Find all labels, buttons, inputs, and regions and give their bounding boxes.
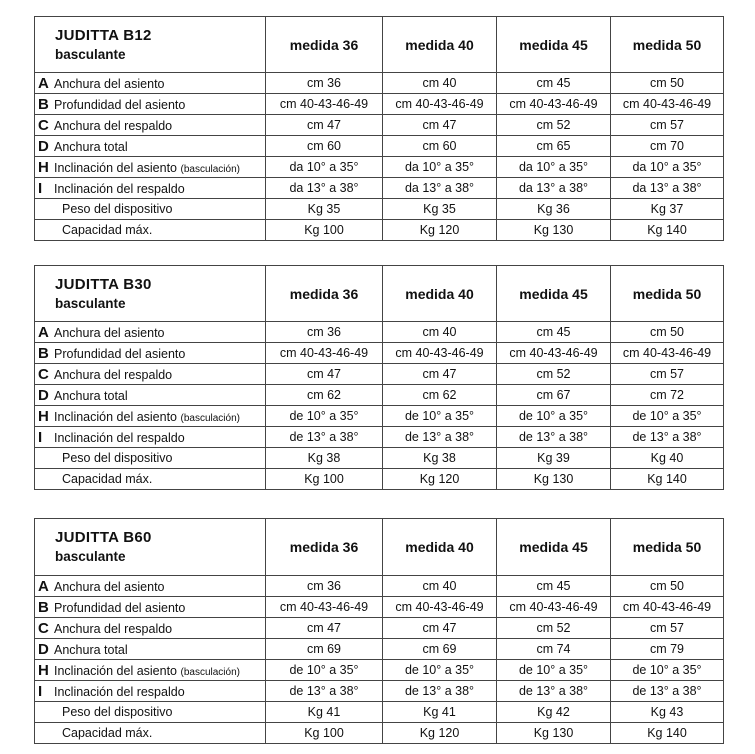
value-cell: cm 40-43-46-49 bbox=[383, 94, 497, 115]
dimension-letter: D bbox=[38, 640, 49, 658]
row-label-cell bbox=[35, 469, 266, 490]
dimension-letter: B bbox=[38, 598, 49, 616]
row-label-note: (basculación) bbox=[180, 666, 240, 678]
size-header: medida 50 bbox=[611, 17, 724, 73]
value-cell: Kg 130 bbox=[497, 723, 611, 744]
value-cell: Kg 41 bbox=[383, 702, 497, 723]
row-label: Anchura del asiento bbox=[54, 325, 165, 340]
table-row bbox=[35, 364, 724, 385]
table-row bbox=[35, 220, 724, 241]
value-cell: de 13° a 38° bbox=[611, 681, 724, 702]
value-cell: Kg 35 bbox=[383, 199, 497, 220]
row-label: Anchura del respaldo bbox=[54, 367, 173, 382]
model-title-cell bbox=[35, 266, 266, 322]
value-cell: Kg 37 bbox=[611, 199, 724, 220]
size-header: medida 45 bbox=[497, 519, 611, 576]
table-row bbox=[35, 576, 724, 597]
value-cell: cm 40-43-46-49 bbox=[611, 597, 724, 618]
row-label-cell bbox=[35, 618, 266, 639]
value-cell: cm 40-43-46-49 bbox=[266, 94, 383, 115]
value-cell: cm 40-43-46-49 bbox=[611, 343, 724, 364]
value-cell: de 13° a 38° bbox=[383, 427, 497, 448]
value-cell: cm 40-43-46-49 bbox=[266, 597, 383, 618]
dimension-letter: D bbox=[38, 386, 49, 404]
table-row bbox=[35, 427, 724, 448]
value-cell: de 13° a 38° bbox=[611, 427, 724, 448]
value-cell: cm 47 bbox=[266, 618, 383, 639]
row-label: Anchura del asiento bbox=[54, 76, 165, 91]
row-label-cell bbox=[35, 681, 266, 702]
value-cell: Kg 39 bbox=[497, 448, 611, 469]
value-cell: da 10° a 35° bbox=[611, 157, 724, 178]
dimension-letter: B bbox=[38, 344, 49, 362]
dimension-letter: B bbox=[38, 95, 49, 113]
dimension-letter: A bbox=[38, 323, 49, 341]
row-label: Anchura total bbox=[54, 388, 128, 403]
value-cell: cm 69 bbox=[383, 639, 497, 660]
value-cell: Kg 38 bbox=[266, 448, 383, 469]
value-cell: de 10° a 35° bbox=[266, 660, 383, 681]
value-cell: cm 67 bbox=[497, 385, 611, 406]
table-row bbox=[35, 115, 724, 136]
model-name: JUDITTA B60 bbox=[55, 529, 152, 546]
value-cell: da 13° a 38° bbox=[611, 178, 724, 199]
value-cell: de 10° a 35° bbox=[383, 660, 497, 681]
value-cell: Kg 140 bbox=[611, 220, 724, 241]
value-cell: cm 40-43-46-49 bbox=[266, 343, 383, 364]
value-cell: Kg 100 bbox=[266, 220, 383, 241]
row-label: Inclinación del respaldo bbox=[54, 181, 185, 196]
value-cell: cm 36 bbox=[266, 576, 383, 597]
dimension-letter: H bbox=[38, 407, 49, 425]
value-cell: Kg 42 bbox=[497, 702, 611, 723]
value-cell: cm 57 bbox=[611, 618, 724, 639]
row-label: Anchura del respaldo bbox=[54, 118, 173, 133]
value-cell: cm 47 bbox=[266, 115, 383, 136]
row-label-cell bbox=[35, 723, 266, 744]
value-cell: de 13° a 38° bbox=[383, 681, 497, 702]
size-header: medida 40 bbox=[383, 519, 497, 576]
row-label-cell bbox=[35, 199, 266, 220]
value-cell: Kg 40 bbox=[611, 448, 724, 469]
row-label-cell bbox=[35, 115, 266, 136]
table-row bbox=[35, 322, 724, 343]
value-cell: Kg 38 bbox=[383, 448, 497, 469]
value-cell: cm 40-43-46-49 bbox=[383, 343, 497, 364]
dimension-letter: C bbox=[38, 365, 49, 383]
value-cell: cm 65 bbox=[497, 136, 611, 157]
spec-table bbox=[34, 265, 724, 490]
table-row bbox=[35, 723, 724, 744]
table-row bbox=[35, 639, 724, 660]
size-header: medida 45 bbox=[497, 17, 611, 73]
value-cell: de 10° a 35° bbox=[611, 406, 724, 427]
row-label: Inclinación del respaldo bbox=[54, 430, 185, 445]
row-label: Inclinación del asiento bbox=[54, 663, 177, 678]
value-cell: cm 62 bbox=[266, 385, 383, 406]
value-cell: da 10° a 35° bbox=[383, 157, 497, 178]
value-cell: cm 45 bbox=[497, 576, 611, 597]
row-label-cell bbox=[35, 73, 266, 94]
value-cell: Kg 100 bbox=[266, 469, 383, 490]
row-label-note: (basculación) bbox=[180, 163, 240, 175]
table-row bbox=[35, 136, 724, 157]
row-label: Inclinación del asiento bbox=[54, 409, 177, 424]
model-title-cell bbox=[35, 17, 266, 73]
dimension-letter: D bbox=[38, 137, 49, 155]
row-label-cell bbox=[35, 406, 266, 427]
value-cell: cm 45 bbox=[497, 73, 611, 94]
row-label-cell bbox=[35, 639, 266, 660]
row-label: Anchura del asiento bbox=[54, 579, 165, 594]
table-row bbox=[35, 448, 724, 469]
row-label-cell bbox=[35, 364, 266, 385]
row-label-cell bbox=[35, 576, 266, 597]
value-cell: Kg 120 bbox=[383, 220, 497, 241]
table-row bbox=[35, 469, 724, 490]
table-row bbox=[35, 681, 724, 702]
value-cell: cm 40-43-46-49 bbox=[611, 94, 724, 115]
value-cell: cm 40-43-46-49 bbox=[383, 597, 497, 618]
value-cell: cm 74 bbox=[497, 639, 611, 660]
dimension-letter: I bbox=[38, 428, 43, 446]
row-label: Anchura del respaldo bbox=[54, 621, 173, 636]
model-name: JUDITTA B12 bbox=[55, 26, 152, 44]
value-cell: Kg 130 bbox=[497, 220, 611, 241]
value-cell: Kg 43 bbox=[611, 702, 724, 723]
row-label: Inclinación del respaldo bbox=[54, 684, 185, 699]
row-label: Capacidad máx. bbox=[62, 726, 153, 740]
value-cell: da 10° a 35° bbox=[266, 157, 383, 178]
row-label: Peso del dispositivo bbox=[62, 451, 173, 465]
value-cell: cm 47 bbox=[383, 618, 497, 639]
size-header: medida 40 bbox=[383, 17, 497, 73]
row-label-cell bbox=[35, 136, 266, 157]
value-cell: de 13° a 38° bbox=[497, 681, 611, 702]
value-cell: cm 45 bbox=[497, 322, 611, 343]
row-label: Anchura total bbox=[54, 139, 128, 154]
table-row bbox=[35, 597, 724, 618]
model-subtitle: basculante bbox=[55, 549, 126, 564]
row-label: Peso del dispositivo bbox=[62, 705, 173, 719]
row-label: Anchura total bbox=[54, 642, 128, 657]
value-cell: cm 50 bbox=[611, 322, 724, 343]
value-cell: Kg 100 bbox=[266, 723, 383, 744]
row-label: Capacidad máx. bbox=[62, 223, 153, 237]
value-cell: cm 72 bbox=[611, 385, 724, 406]
row-label-cell bbox=[35, 157, 266, 178]
value-cell: cm 70 bbox=[611, 136, 724, 157]
size-header: medida 36 bbox=[266, 266, 383, 322]
value-cell: Kg 140 bbox=[611, 723, 724, 744]
row-label-cell bbox=[35, 385, 266, 406]
model-name: JUDITTA B30 bbox=[55, 275, 152, 293]
value-cell: cm 40 bbox=[383, 73, 497, 94]
value-cell: Kg 140 bbox=[611, 469, 724, 490]
value-cell: de 10° a 35° bbox=[611, 660, 724, 681]
dimension-letter: H bbox=[38, 158, 49, 176]
value-cell: Kg 120 bbox=[383, 723, 497, 744]
value-cell: Kg 120 bbox=[383, 469, 497, 490]
value-cell: cm 52 bbox=[497, 115, 611, 136]
value-cell: cm 79 bbox=[611, 639, 724, 660]
row-label: Profundidad del asiento bbox=[54, 600, 186, 615]
table-row bbox=[35, 73, 724, 94]
table-row bbox=[35, 94, 724, 115]
row-label-cell bbox=[35, 322, 266, 343]
size-header: medida 36 bbox=[266, 17, 383, 73]
size-header: medida 45 bbox=[497, 266, 611, 322]
table-row bbox=[35, 660, 724, 681]
value-cell: cm 60 bbox=[383, 136, 497, 157]
dimension-letter: I bbox=[38, 682, 43, 700]
table-row bbox=[35, 618, 724, 639]
value-cell: cm 50 bbox=[611, 576, 724, 597]
table-row bbox=[35, 343, 724, 364]
dimension-letter: A bbox=[38, 577, 49, 595]
model-subtitle: basculante bbox=[55, 46, 126, 62]
spec-table bbox=[34, 16, 724, 241]
row-label-cell bbox=[35, 660, 266, 681]
value-cell: de 13° a 38° bbox=[497, 427, 611, 448]
table-header-row bbox=[35, 17, 724, 73]
value-cell: cm 47 bbox=[266, 364, 383, 385]
table-row bbox=[35, 702, 724, 723]
table-row bbox=[35, 406, 724, 427]
row-label-cell bbox=[35, 702, 266, 723]
value-cell: cm 36 bbox=[266, 322, 383, 343]
model-subtitle: basculante bbox=[55, 295, 126, 311]
value-cell: da 10° a 35° bbox=[497, 157, 611, 178]
value-cell: Kg 41 bbox=[266, 702, 383, 723]
table-row bbox=[35, 178, 724, 199]
dimension-letter: I bbox=[38, 179, 43, 197]
row-label: Peso del dispositivo bbox=[62, 202, 173, 216]
table-row bbox=[35, 199, 724, 220]
size-header: medida 36 bbox=[266, 519, 383, 576]
value-cell: cm 47 bbox=[383, 364, 497, 385]
model-title-cell bbox=[35, 519, 266, 576]
value-cell: Kg 35 bbox=[266, 199, 383, 220]
row-label-cell bbox=[35, 94, 266, 115]
value-cell: da 13° a 38° bbox=[266, 178, 383, 199]
value-cell: cm 40-43-46-49 bbox=[497, 343, 611, 364]
value-cell: Kg 36 bbox=[497, 199, 611, 220]
value-cell: de 10° a 35° bbox=[266, 406, 383, 427]
value-cell: cm 52 bbox=[497, 364, 611, 385]
row-label: Inclinación del asiento bbox=[54, 160, 177, 175]
table-row bbox=[35, 385, 724, 406]
row-label-cell bbox=[35, 597, 266, 618]
value-cell: cm 57 bbox=[611, 115, 724, 136]
value-cell: cm 62 bbox=[383, 385, 497, 406]
row-label: Profundidad del asiento bbox=[54, 346, 186, 361]
spec-table bbox=[34, 518, 724, 744]
value-cell: de 13° a 38° bbox=[266, 427, 383, 448]
value-cell: cm 40 bbox=[383, 322, 497, 343]
row-label-cell bbox=[35, 448, 266, 469]
value-cell: Kg 130 bbox=[497, 469, 611, 490]
table-header-row bbox=[35, 266, 724, 322]
value-cell: cm 40-43-46-49 bbox=[497, 597, 611, 618]
row-label: Profundidad del asiento bbox=[54, 97, 186, 112]
row-label: Capacidad máx. bbox=[62, 472, 153, 486]
value-cell: cm 57 bbox=[611, 364, 724, 385]
dimension-letter: H bbox=[38, 661, 49, 679]
size-header: medida 50 bbox=[611, 519, 724, 576]
size-header: medida 40 bbox=[383, 266, 497, 322]
value-cell: cm 50 bbox=[611, 73, 724, 94]
row-label-cell bbox=[35, 178, 266, 199]
value-cell: da 13° a 38° bbox=[383, 178, 497, 199]
row-label-note: (basculación) bbox=[180, 412, 240, 424]
row-label-cell bbox=[35, 220, 266, 241]
value-cell: cm 52 bbox=[497, 618, 611, 639]
table-header-row bbox=[35, 519, 724, 576]
value-cell: cm 47 bbox=[383, 115, 497, 136]
value-cell: cm 60 bbox=[266, 136, 383, 157]
value-cell: de 10° a 35° bbox=[497, 406, 611, 427]
value-cell: cm 36 bbox=[266, 73, 383, 94]
value-cell: de 10° a 35° bbox=[383, 406, 497, 427]
row-label-cell bbox=[35, 427, 266, 448]
value-cell: de 13° a 38° bbox=[266, 681, 383, 702]
table-row bbox=[35, 157, 724, 178]
size-header: medida 50 bbox=[611, 266, 724, 322]
row-label-cell bbox=[35, 343, 266, 364]
value-cell: cm 40 bbox=[383, 576, 497, 597]
value-cell: cm 69 bbox=[266, 639, 383, 660]
value-cell: da 13° a 38° bbox=[497, 178, 611, 199]
dimension-letter: A bbox=[38, 74, 49, 92]
value-cell: cm 40-43-46-49 bbox=[497, 94, 611, 115]
dimension-letter: C bbox=[38, 116, 49, 134]
dimension-letter: C bbox=[38, 619, 49, 637]
value-cell: de 10° a 35° bbox=[497, 660, 611, 681]
